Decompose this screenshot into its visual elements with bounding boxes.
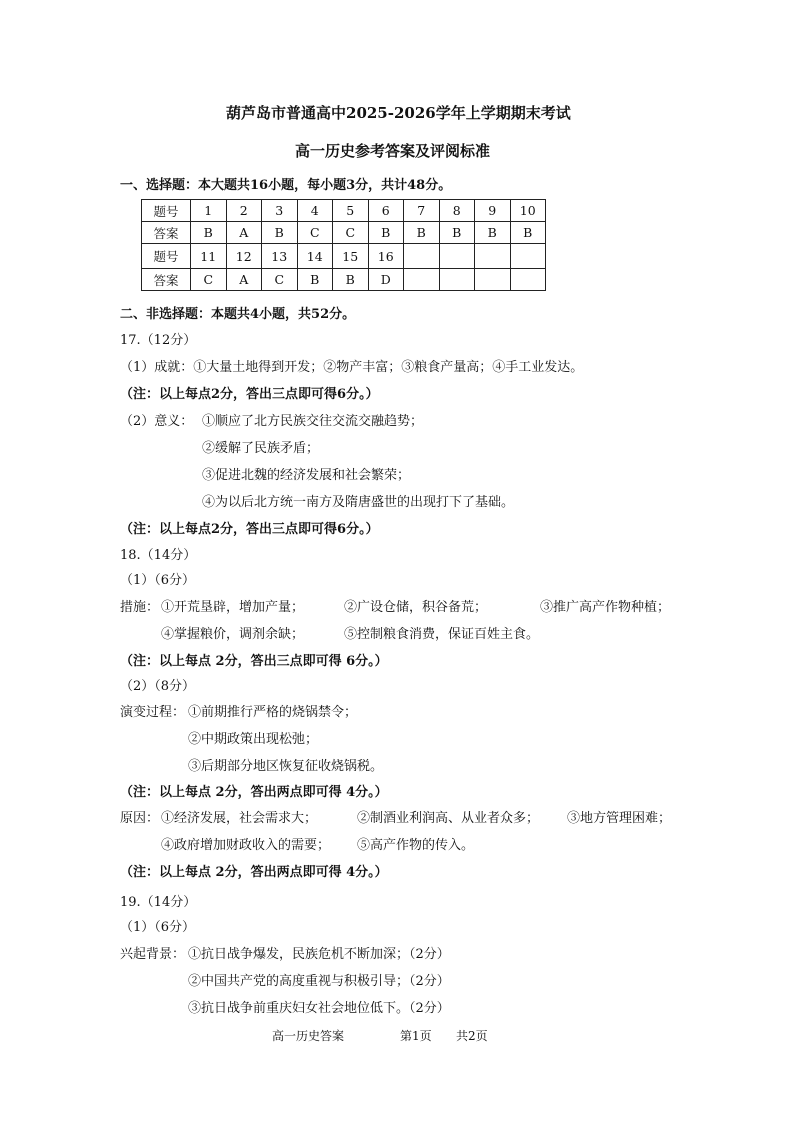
- q17-note2: （注：以上每点2分，答出三点即可得6分。）: [120, 522, 379, 537]
- table-cell: 1: [191, 200, 227, 222]
- q19-background-label: 兴起背景：: [120, 947, 186, 962]
- q18-measure: ④掌握粮价，调剂余缺；: [161, 627, 305, 642]
- q18-reason: ④政府增加财政收入的需要；: [161, 838, 331, 853]
- q18-part1: （1）（6分）: [120, 573, 196, 588]
- table-cell: 7: [404, 200, 440, 222]
- table-cell: 9: [475, 200, 511, 222]
- footer-page: 第1页: [400, 1029, 432, 1043]
- q18-evolution-label: 演变过程：: [120, 705, 186, 720]
- q18-measures-label: 措施：: [120, 600, 160, 615]
- table-cell: B: [297, 269, 333, 291]
- q18-note3: （注：以上每点 2分，答出两点即可得 4分。）: [120, 865, 388, 880]
- q17-item: ①顺应了北方民族交往交流交融趋势；: [202, 414, 424, 429]
- table-cell: [404, 269, 440, 291]
- table-cell: 12: [226, 244, 262, 269]
- table-cell: [510, 244, 546, 269]
- q17-item: ④为以后北方统一南方及隋唐盛世的出现打下了基础。: [202, 495, 515, 510]
- section2-heading: 二、非选择题：本题共4小题，共52分。: [120, 307, 356, 322]
- q18-measure: ①开荒垦辟，增加产量；: [161, 600, 305, 615]
- q17-part1: （1）成就：①大量土地得到开发；②物产丰富；③粮食产量高；④手工业发达。: [120, 360, 584, 375]
- q18-measure: ③推广高产作物种植；: [540, 600, 671, 615]
- table-cell: B: [510, 222, 546, 244]
- table-cell: C: [262, 269, 298, 291]
- section1-heading: 一、选择题：本大题共16小题，每小题3分，共计48分。: [120, 178, 452, 193]
- table-cell: [439, 269, 475, 291]
- q19-background-item: ①抗日战争爆发，民族危机不断加深；（2分）: [188, 947, 450, 962]
- table-cell: C: [333, 222, 369, 244]
- table-cell: A: [226, 269, 262, 291]
- table-cell: A: [226, 222, 262, 244]
- q17-item: ③促进北魏的经济发展和社会繁荣；: [202, 468, 411, 483]
- q17-item: ②缓解了民族矛盾；: [202, 441, 320, 456]
- table-cell: 11: [191, 244, 227, 269]
- table-cell: B: [333, 269, 369, 291]
- table-cell: [510, 269, 546, 291]
- table-cell: B: [475, 222, 511, 244]
- table-cell: B: [404, 222, 440, 244]
- q18-measure: ②广设仓储，积谷备荒；: [344, 600, 488, 615]
- q19-background-item: ③抗日战争前重庆妇女社会地位低下。（2分）: [188, 1001, 450, 1016]
- table-cell: D: [368, 269, 404, 291]
- table-cell: 13: [262, 244, 298, 269]
- table-cell: B: [262, 222, 298, 244]
- table-cell: 2: [226, 200, 262, 222]
- answer-table: [141, 199, 546, 291]
- q19-part1: （1）（6分）: [120, 920, 196, 935]
- page-title: 葫芦岛市普通高中2025-2026学年上学期期末考试: [226, 104, 571, 122]
- table-cell: C: [191, 269, 227, 291]
- q19-number: 19.（14分）: [120, 895, 197, 910]
- footer-name: 高一历史答案: [272, 1029, 345, 1043]
- table-row: [142, 269, 546, 291]
- table-cell: 4: [297, 200, 333, 222]
- table-cell: B: [368, 222, 404, 244]
- q17-part2-label: （2）意义：: [120, 414, 194, 429]
- table-cell: [439, 244, 475, 269]
- table-cell: C: [297, 222, 333, 244]
- table-cell: 答案: [142, 222, 191, 244]
- q18-note2: （注：以上每点 2分，答出两点即可得 4分。）: [120, 785, 388, 800]
- table-cell: [475, 269, 511, 291]
- table-cell: 题号: [142, 200, 191, 222]
- table-cell: [404, 244, 440, 269]
- page-subtitle: 高一历史参考答案及评阅标准: [295, 142, 491, 160]
- q18-evolution-item: ②中期政策出现松弛；: [188, 732, 319, 747]
- q18-reason-label: 原因：: [120, 811, 160, 826]
- q18-part2: （2）（8分）: [120, 679, 196, 694]
- table-cell: 答案: [142, 269, 191, 291]
- table-cell: 8: [439, 200, 475, 222]
- table-cell: 6: [368, 200, 404, 222]
- table-cell: 题号: [142, 244, 191, 269]
- table-cell: 15: [333, 244, 369, 269]
- q18-reason: ③地方管理困难；: [567, 811, 672, 826]
- q18-evolution-item: ③后期部分地区恢复征收烧锅税。: [188, 759, 384, 774]
- table-cell: 5: [333, 200, 369, 222]
- q19-background-item: ②中国共产党的高度重视与积极引导；（2分）: [188, 974, 450, 989]
- q17-number: 17.（12分）: [120, 333, 197, 348]
- table-cell: B: [191, 222, 227, 244]
- q18-note1: （注：以上每点 2分，答出三点即可得 6分。）: [120, 654, 388, 669]
- q17-note1: （注：以上每点2分，答出三点即可得6分。）: [120, 387, 379, 402]
- q18-reason: ⑤高产作物的传入。: [357, 838, 475, 853]
- table-cell: B: [439, 222, 475, 244]
- table-cell: [475, 244, 511, 269]
- table-cell: 16: [368, 244, 404, 269]
- q18-evolution-item: ①前期推行严格的烧锅禁令；: [188, 705, 358, 720]
- table-row: [142, 200, 546, 222]
- table-cell: 10: [510, 200, 546, 222]
- q18-number: 18.（14分）: [120, 548, 197, 563]
- q18-reason: ①经济发展，社会需求大；: [161, 811, 318, 826]
- q18-measure: ⑤控制粮食消费，保证百姓主食。: [344, 627, 540, 642]
- q18-reason: ②制酒业利润高、从业者众多；: [357, 811, 540, 826]
- table-row: [142, 244, 546, 269]
- table-cell: 14: [297, 244, 333, 269]
- footer-total: 共2页: [456, 1029, 488, 1043]
- table-cell: 3: [262, 200, 298, 222]
- table-row: [142, 222, 546, 244]
